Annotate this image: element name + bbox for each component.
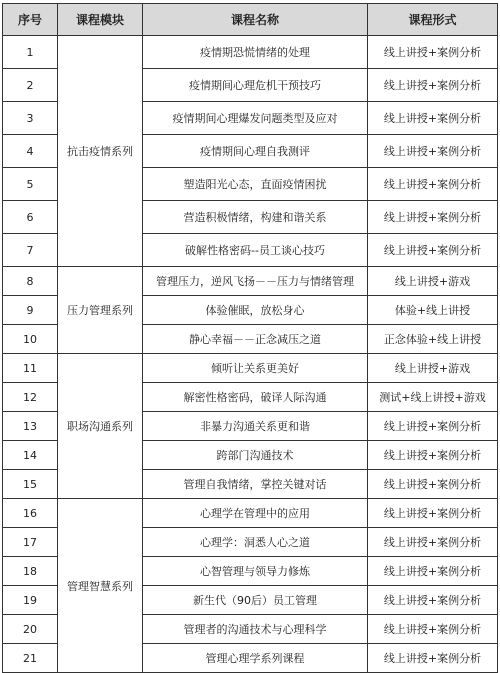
row-number: 3 <box>3 102 58 135</box>
row-number: 15 <box>3 470 58 499</box>
course-name: 静心幸福－－正念减压之道 <box>143 325 368 354</box>
course-name: 心智管理与领导力修炼 <box>143 557 368 586</box>
course-name: 解密性格密码，破译人际沟通 <box>143 383 368 412</box>
course-name: 管理压力，逆风飞扬－－压力与情绪管理 <box>143 267 368 296</box>
module-cell: 压力管理系列 <box>58 267 143 354</box>
row-number: 4 <box>3 135 58 168</box>
row-number: 18 <box>3 557 58 586</box>
course-name: 非暴力沟通关系更和谐 <box>143 412 368 441</box>
course-format: 线上讲授+游戏 <box>368 354 498 383</box>
row-number: 12 <box>3 383 58 412</box>
module-cell: 职场沟通系列 <box>58 354 143 499</box>
row-number: 16 <box>3 499 58 528</box>
course-format: 线上讲授+案例分析 <box>368 36 498 69</box>
row-number: 13 <box>3 412 58 441</box>
row-number: 1 <box>3 36 58 69</box>
module-cell: 管理智慧系列 <box>58 499 143 673</box>
course-format: 线上讲授+案例分析 <box>368 69 498 102</box>
course-name: 心理学：洞悉人心之道 <box>143 528 368 557</box>
course-name: 管理者的沟通技术与心理科学 <box>143 615 368 644</box>
course-format: 线上讲授+案例分析 <box>368 412 498 441</box>
course-format: 线上讲授+案例分析 <box>368 528 498 557</box>
course-format: 线上讲授+案例分析 <box>368 586 498 615</box>
course-format: 线上讲授+案例分析 <box>368 441 498 470</box>
course-format: 线上讲授+案例分析 <box>368 234 498 267</box>
course-format: 线上讲授+案例分析 <box>368 499 498 528</box>
course-format: 线上讲授+游戏 <box>368 267 498 296</box>
course-format: 测试+线上讲授+游戏 <box>368 383 498 412</box>
header-course-name: 课程名称 <box>143 4 368 36</box>
course-name: 疫情期间心理爆发问题类型及应对 <box>143 102 368 135</box>
course-table <box>2 3 498 673</box>
table-row <box>3 267 498 296</box>
course-table-container <box>2 3 497 673</box>
table-row <box>3 354 498 383</box>
course-name: 破解性格密码--员工谈心技巧 <box>143 234 368 267</box>
course-format: 线上讲授+案例分析 <box>368 168 498 201</box>
row-number: 2 <box>3 69 58 102</box>
row-number: 14 <box>3 441 58 470</box>
course-name: 跨部门沟通技术 <box>143 441 368 470</box>
row-number: 20 <box>3 615 58 644</box>
row-number: 8 <box>3 267 58 296</box>
course-format: 线上讲授+案例分析 <box>368 102 498 135</box>
header-course-format: 课程形式 <box>368 4 498 36</box>
course-name: 管理自我情绪，掌控关键对话 <box>143 470 368 499</box>
course-format: 线上讲授+案例分析 <box>368 557 498 586</box>
row-number: 21 <box>3 644 58 673</box>
row-number: 5 <box>3 168 58 201</box>
row-number: 7 <box>3 234 58 267</box>
row-number: 10 <box>3 325 58 354</box>
row-number: 11 <box>3 354 58 383</box>
course-name: 疫情期间心理危机干预技巧 <box>143 69 368 102</box>
header-module: 课程模块 <box>58 4 143 36</box>
course-name: 疫情期恐慌情绪的处理 <box>143 36 368 69</box>
course-name: 塑造阳光心态，直面疫情困扰 <box>143 168 368 201</box>
course-format: 线上讲授+案例分析 <box>368 470 498 499</box>
course-name: 疫情期间心理自我测评 <box>143 135 368 168</box>
course-format: 线上讲授+案例分析 <box>368 201 498 234</box>
row-number: 17 <box>3 528 58 557</box>
row-number: 6 <box>3 201 58 234</box>
course-format: 正念体验+线上讲授 <box>368 325 498 354</box>
course-format: 体验+线上讲授 <box>368 296 498 325</box>
course-name: 体验催眠，放松身心 <box>143 296 368 325</box>
row-number: 19 <box>3 586 58 615</box>
table-row <box>3 499 498 528</box>
course-name: 新生代（90后）员工管理 <box>143 586 368 615</box>
header-row <box>3 4 498 36</box>
table-row <box>3 36 498 69</box>
module-cell: 抗击疫情系列 <box>58 36 143 267</box>
course-format: 线上讲授+案例分析 <box>368 135 498 168</box>
header-index: 序号 <box>3 4 58 36</box>
row-number: 9 <box>3 296 58 325</box>
course-name: 营造积极情绪，构建和谐关系 <box>143 201 368 234</box>
course-name: 管理心理学系列课程 <box>143 644 368 673</box>
course-format: 线上讲授+案例分析 <box>368 644 498 673</box>
course-format: 线上讲授+案例分析 <box>368 615 498 644</box>
course-name: 倾听让关系更美好 <box>143 354 368 383</box>
course-name: 心理学在管理中的应用 <box>143 499 368 528</box>
